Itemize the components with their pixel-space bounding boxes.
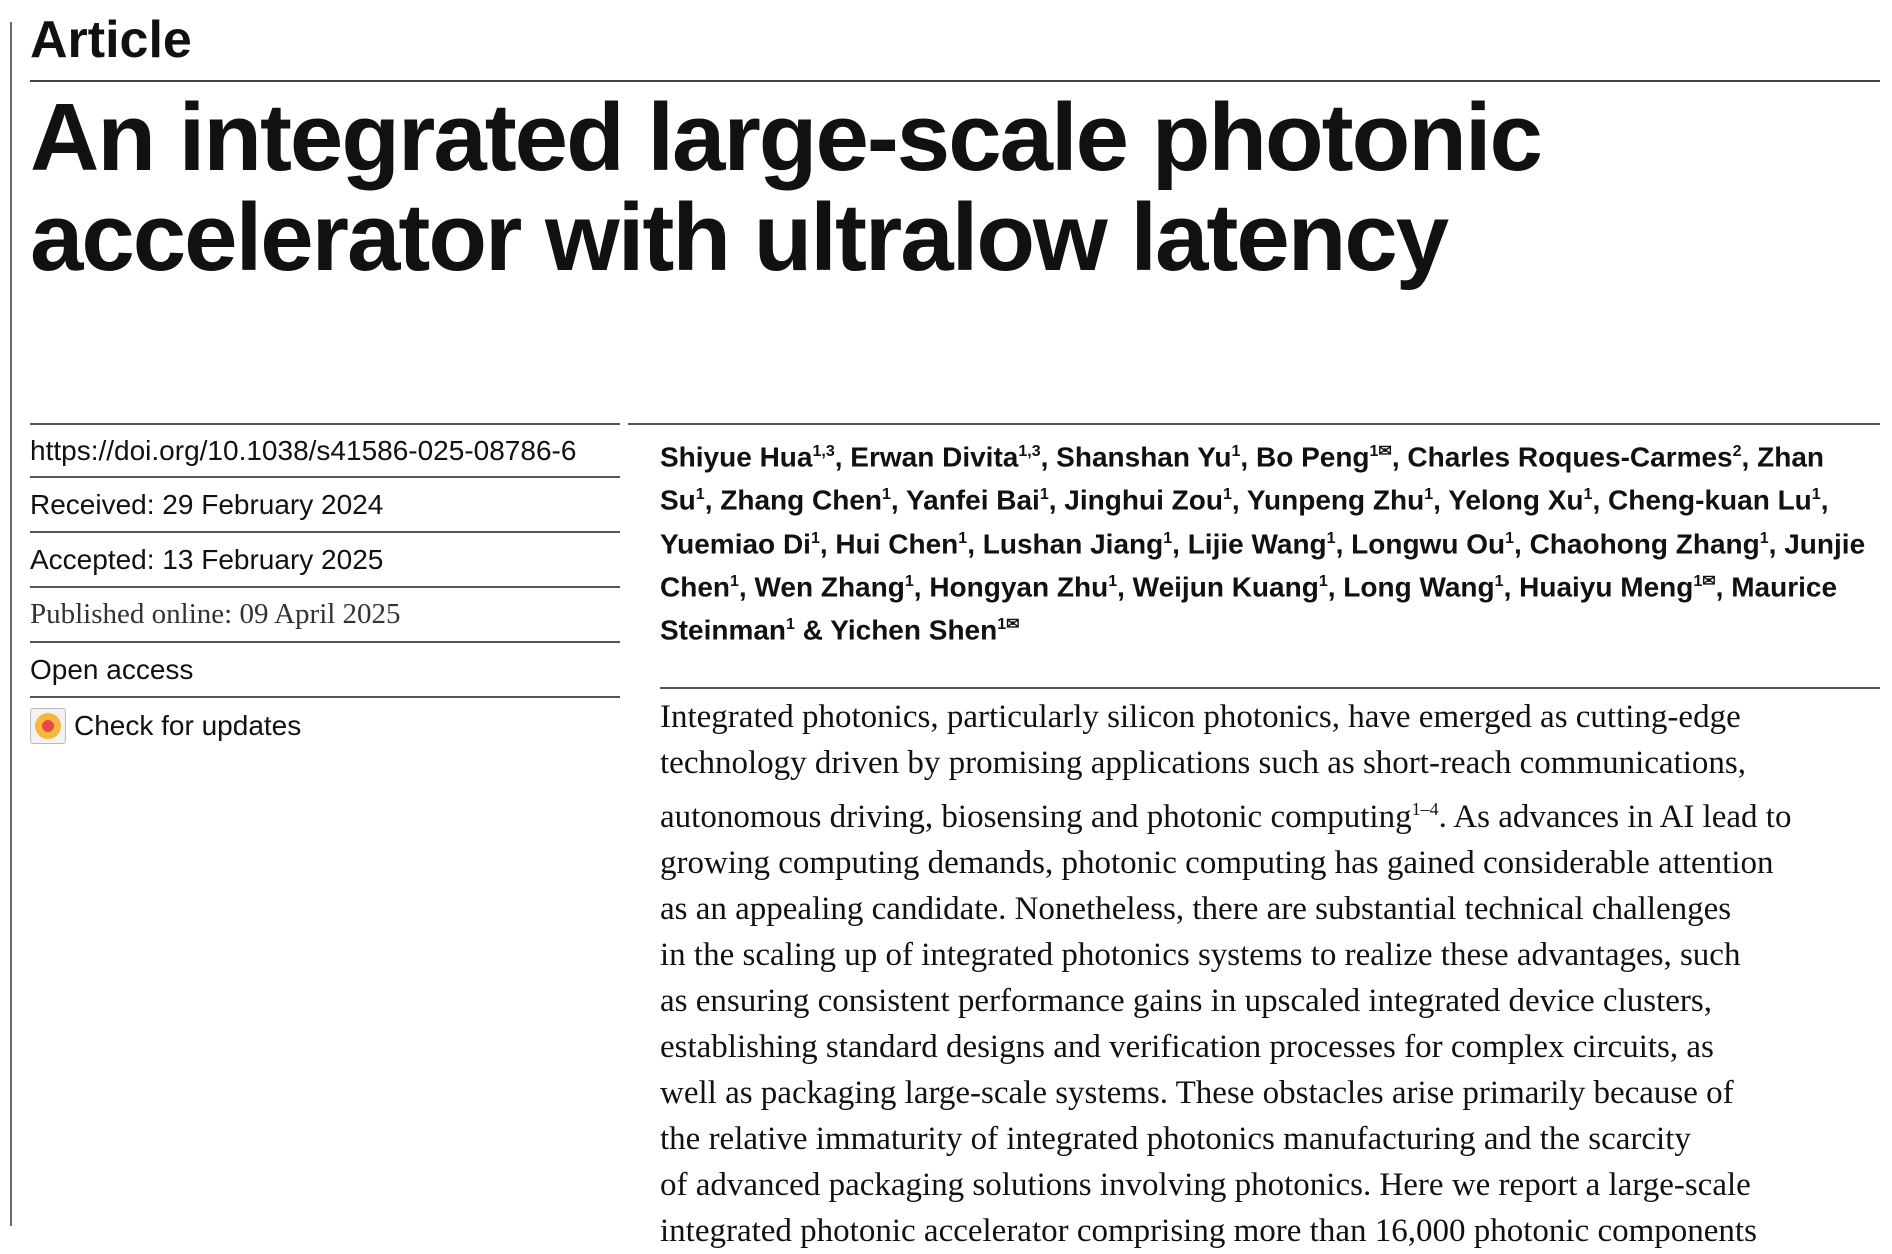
author-separator: , <box>913 571 930 603</box>
author-list <box>660 433 1880 650</box>
published-date: Published online: 09 April 2025 <box>30 588 620 643</box>
author-affiliation: 1 <box>1583 486 1593 504</box>
article-type-label: Article <box>30 11 192 69</box>
author-affiliation: 1,3 <box>1018 443 1041 460</box>
author-separator: , <box>1514 527 1530 559</box>
author-separator: , <box>1335 527 1352 559</box>
author-separator: , <box>819 527 836 559</box>
abstract-text: autonomous driving, biosensing and photonic computing <box>660 799 1412 835</box>
author-name[interactable]: Charles Roques-Carmes <box>1407 441 1733 473</box>
author-affiliation: 1 <box>695 486 705 504</box>
author-affiliation: 1 <box>958 529 968 547</box>
author-separator: , <box>1040 441 1057 473</box>
author-affiliation: 1 <box>1424 486 1434 504</box>
author-affiliation: 1 <box>1231 443 1241 460</box>
author-separator: , <box>834 441 851 473</box>
abstract-line: in the scaling up of integrated photonics systems to realize these advantages, such <box>660 937 1741 973</box>
author-affiliation: 1 <box>1222 486 1232 504</box>
author-affiliation: 1 <box>1494 572 1504 590</box>
page-left-rule <box>10 22 12 1226</box>
author-separator: , <box>1592 484 1609 516</box>
check-for-updates-label: Check for updates <box>74 709 302 741</box>
author-affiliation: 1 <box>1108 572 1118 590</box>
author-name[interactable]: Yelong Xu <box>1448 484 1584 516</box>
author-name[interactable]: Bo Peng <box>1255 441 1370 473</box>
author-name[interactable]: Hongyan Zhu <box>929 571 1109 603</box>
author-separator: , <box>1715 571 1732 603</box>
title-line-1: An integrated large-scale photonic <box>30 84 1541 191</box>
author-affiliation: 1 <box>810 529 820 547</box>
abstract-line: integrated photonic accelerator comprising more than 16,000 photonic components <box>660 1213 1757 1249</box>
authors-divider <box>628 423 1880 425</box>
abstract-divider <box>660 687 1880 689</box>
author-separator: , <box>704 484 721 516</box>
author-separator: , <box>1231 484 1247 516</box>
author-name[interactable]: Junjie Chen <box>660 527 1866 603</box>
check-for-updates-button[interactable] <box>30 698 620 753</box>
abstract-line: technology driven by promising applications such as short-reach communications, <box>660 745 1747 781</box>
author-affiliation: 1 <box>904 572 914 590</box>
author-affiliation: 1 <box>1326 529 1336 547</box>
author-name[interactable]: Huaiyu Meng <box>1519 571 1694 603</box>
abstract-line: growing computing demands, photonic computing has gained considerable attention <box>660 845 1774 881</box>
author-affiliation: 1 <box>882 486 891 504</box>
author-separator: , <box>1240 441 1256 473</box>
author-name[interactable]: Yichen Shen <box>830 614 998 646</box>
author-separator: , <box>967 527 983 559</box>
doi-link[interactable]: https://doi.org/10.1038/s41586-025-08786-6 <box>30 423 620 478</box>
citation-ref[interactable]: 1–4 <box>1411 799 1439 819</box>
author-affiliation: 1,3 <box>812 443 835 460</box>
crossmark-icon <box>30 708 66 744</box>
author-name[interactable]: Weijun Kuang <box>1132 571 1319 603</box>
author-name[interactable]: Erwan Divita <box>850 441 1019 473</box>
abstract <box>660 694 1890 1254</box>
abstract-line: as ensuring consistent performance gains in upscaled integrated device clusters, <box>660 983 1712 1019</box>
abstract-line <box>660 786 1890 840</box>
author-separator: , <box>1741 441 1758 473</box>
abstract-text: . As advances in AI lead to <box>1438 799 1792 835</box>
author-name[interactable]: Shiyue Hua <box>660 441 813 473</box>
author-separator: , <box>1172 527 1188 559</box>
abstract-line: as an appealing candidate. Nonetheless, there are substantial technical challenges <box>660 891 1732 927</box>
article-title <box>30 84 1541 291</box>
author-name[interactable]: Zhan Su <box>660 441 1824 516</box>
author-separator: , <box>1048 484 1065 516</box>
author-affiliation: 1 <box>1318 572 1328 590</box>
author-name[interactable]: Hui Chen <box>835 527 959 559</box>
author-name[interactable]: Wen Zhang <box>754 571 905 603</box>
author-separator: , <box>1433 484 1449 516</box>
author-name[interactable]: Lushan Jiang <box>982 527 1164 559</box>
author-separator: , <box>738 571 755 603</box>
author-separator: , <box>1820 484 1829 516</box>
open-access-label: Open access <box>30 643 620 698</box>
author-separator: , <box>1117 571 1133 603</box>
abstract-line: the relative immaturity of integrated photonics manufacturing and the scarcity <box>660 1121 1691 1157</box>
abstract-line: well as packaging large-scale systems. These obstacles arise primarily because of <box>660 1075 1734 1111</box>
title-line-2: accelerator with ultralow latency <box>30 184 1448 291</box>
abstract-line: of advanced packaging solutions involving photonics. Here we report a large-scale <box>660 1167 1751 1203</box>
author-affiliation: 1 <box>1163 529 1173 547</box>
author-name[interactable]: Cheng-kuan Lu <box>1608 484 1812 516</box>
author-name[interactable]: Longwu Ou <box>1351 527 1506 559</box>
article-metadata <box>30 423 620 753</box>
author-separator: , <box>1327 571 1344 603</box>
author-affiliation: 1✉ <box>1369 443 1392 460</box>
header-divider <box>30 80 1880 82</box>
author-name[interactable]: Shanshan Yu <box>1056 441 1232 473</box>
abstract-line: establishing standard designs and verification processes for complex circuits, as <box>660 1029 1714 1065</box>
author-name[interactable]: Jinghui Zou <box>1064 484 1223 516</box>
author-name[interactable]: Yanfei Bai <box>905 484 1040 516</box>
author-separator: , <box>890 484 906 516</box>
author-affiliation: 1 <box>1505 529 1515 547</box>
abstract-line: Integrated photonics, particularly silicon photonics, have emerged as cutting-edge <box>660 699 1741 735</box>
author-name[interactable]: Chaohong Zhang <box>1529 527 1760 559</box>
author-separator: , <box>1503 571 1520 603</box>
accepted-date: Accepted: 13 February 2025 <box>30 533 620 588</box>
received-date: Received: 29 February 2024 <box>30 478 620 533</box>
author-separator: , <box>1768 527 1785 559</box>
author-affiliation: 1 <box>786 616 795 634</box>
author-affiliation: 1 <box>1811 486 1821 504</box>
author-name[interactable]: Yunpeng Zhu <box>1246 484 1425 516</box>
author-separator: , <box>1391 441 1408 473</box>
author-name[interactable]: Lijie Wang <box>1187 527 1327 559</box>
author-affiliation: 2 <box>1732 443 1742 460</box>
author-name[interactable]: Zhang Chen <box>720 484 883 516</box>
author-affiliation: 1 <box>1759 529 1769 547</box>
author-name[interactable]: Maurice Steinman <box>660 571 1838 646</box>
author-affiliation: 1 <box>730 572 739 590</box>
author-affiliation: 1✉ <box>997 616 1020 634</box>
author-affiliation: 1✉ <box>1693 572 1716 590</box>
author-affiliation: 1 <box>1039 486 1049 504</box>
author-name[interactable]: Yuemiao Di <box>660 527 811 559</box>
author-separator: & <box>794 614 831 646</box>
author-name[interactable]: Long Wang <box>1343 571 1495 603</box>
